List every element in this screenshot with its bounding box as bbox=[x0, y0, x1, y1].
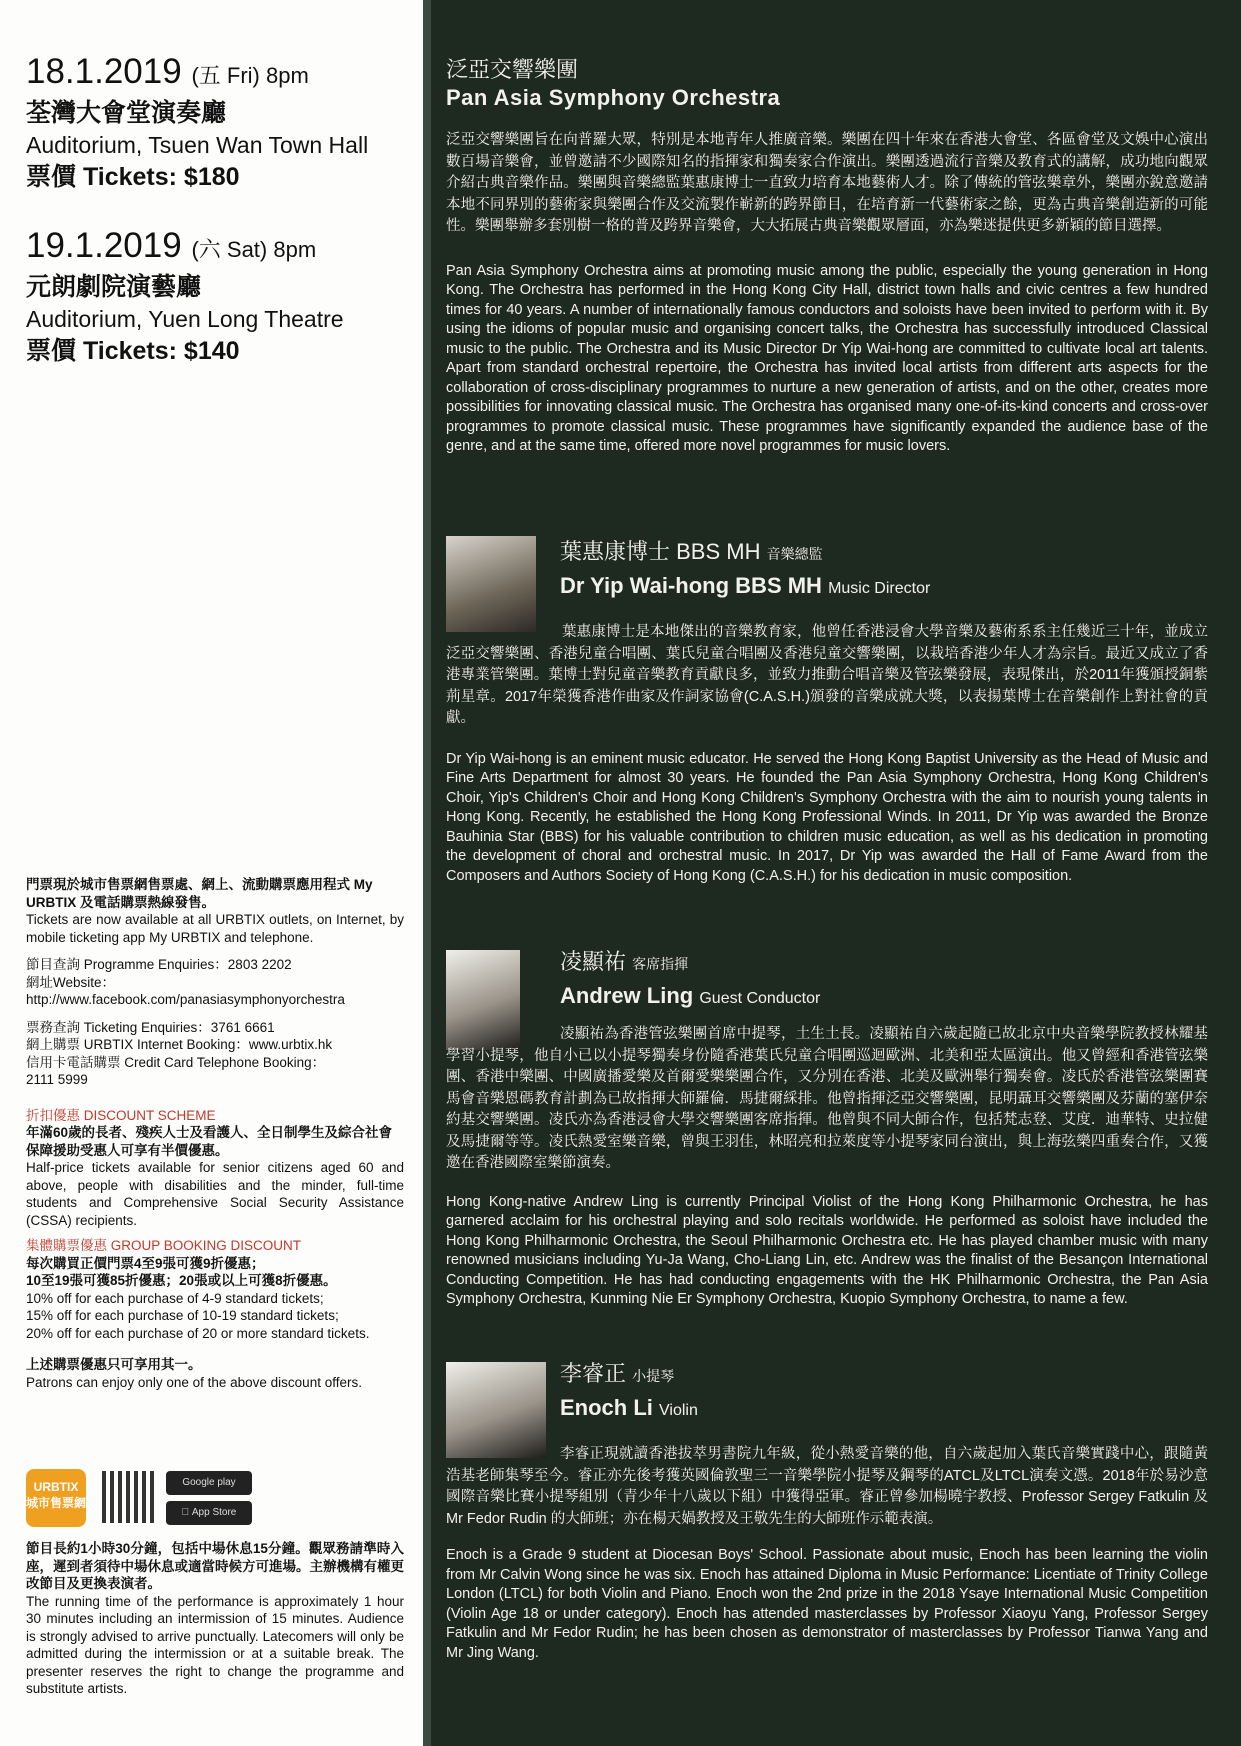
orchestra-section bbox=[446, 56, 1208, 457]
orchestra-bio-en: Pan Asia Symphony Orchestra aims at promoting music among the public, especially the young generation in Hong Kong. The Orchestra has performed in the Hong Kong City Hall, district town halls and civic centres a few hundred times for 40 years. A number of internationally famous conductors and soloists have been invited to perform with it. By using the idioms of popular music and organising concert talks, the Orchestra has successfully introduced Classical music to the public. The Orchestra and its Music Director Dr Yip Wai-hong are committed to cultivate local art talents. Apart from standard orchestral repertoire, the Orchestra has invited local artists from different arts aspects for the collaboration of cross-disciplinary programmes to nurture a new generation of artists, and on the other, creates more possibilities for innovating classical music. The Orchestra has organised many one-of-its-kind concerts and cross-over programmes to promote classical music. These programmes have significantly expanded the audience base of the genre, and at the same time, offered more novel programmes for music lovers. bbox=[446, 262, 1208, 454]
yip-name-en: Dr Yip Wai-hong BBS MH bbox=[560, 573, 822, 598]
column-divider bbox=[423, 0, 431, 1746]
venue-en: Auditorium, Tsuen Wan Town Hall bbox=[26, 132, 369, 158]
yip-bio-zh: 葉惠康博士是本地傑出的音樂教育家，他曾任香港浸會大學音樂及藝術系系主任幾近三十年，並成立泛亞交響樂團、香港兒童合唱團、葉氏兒童合唱團及香港兒童交響樂團，以栽培香港少年人才為宗旨。最近又成立了香港專業管樂團。葉博士對兒童音樂教育貢獻良多，並致力推動合唱音樂及管弦樂發展，表現傑出，於2011年獲頒授銅紫荊星章。2017年榮獲香港作曲家及作詞家協會(C.A.S.H.)頒發的音樂成就大獎，以表揚葉博士在音樂創作上對社會的貢獻。 bbox=[446, 624, 1208, 726]
group-en-1: 10% off for each purchase of 4-9 standard tickets; bbox=[26, 1290, 324, 1306]
performance-notice bbox=[26, 1540, 404, 1698]
patrons-zh: 上述購票優惠只可享用其一。 bbox=[26, 1357, 202, 1372]
credit-card-booking: 信用卡電話購票 Credit Card Telephone Booking： bbox=[26, 1054, 326, 1070]
li-bio-zh: 李睿正現就讀香港拔萃男書院九年級，從小熱愛音樂的他，自六歲起加入葉氏音樂實踐中心，跟隨黃浩基老師集琴至今。睿正亦先後考獲英國倫敦聖三一音樂學院小提琴及鋼琴的ATCL及LTCL演奏文憑。2018年於易沙意國際音樂比賽小提琴組別（青少年十八歲以下組）中獲得亞軍。睿正曾參加楊曉宇教授、Professor Sergey Fatkulin 及Mr Fedor Rudin 的大師班；亦在楊天媧教授及王敬先生的大師班作示範表演。 bbox=[446, 1446, 1208, 1527]
ling-name-zh: 凌顯祐 bbox=[560, 949, 627, 974]
app-store-label: App Store bbox=[186, 1507, 232, 1518]
orchestra-name-zh: 泛亞交響樂團 bbox=[446, 57, 579, 82]
ling-name-en: Andrew Ling bbox=[560, 983, 694, 1008]
venue-zh: 荃灣大會堂演奏廳 bbox=[26, 99, 227, 127]
discount-zh: 年滿60歲的長者、殘疾人士及看護人、全日制學生及綜合社會保障援助受惠人可享有半價優惠。 bbox=[26, 1125, 393, 1158]
weekday-text: (六 Sat) 8pm bbox=[191, 237, 317, 262]
urbtix-logo[interactable] bbox=[26, 1469, 86, 1527]
group-zh-1: 每次購買正價門票4至9張可獲9折優惠； bbox=[26, 1255, 265, 1271]
google-play-badge[interactable] bbox=[166, 1471, 252, 1495]
li-name-zh: 李睿正 bbox=[560, 1361, 627, 1386]
yip-bio bbox=[446, 622, 1208, 886]
website-link[interactable]: http://www.facebook.com/panasiasymphonyorchestra bbox=[26, 992, 345, 1007]
orchestra-bio-zh: 泛亞交響樂團旨在向普羅大眾，特別是本地青年人推廣音樂。樂團在四十年來在香港大會堂、各區會堂及文娛中心演出數百場音樂會，並曾邀請不少國際知名的指揮家和獨奏家合作演出。樂團透過流行音樂及教育式的講解，成功地向觀眾介紹古典音樂作品。樂團與音樂總監葉惠康博士一直致力培育本地藝術人才。除了傳統的管弦樂章外，樂團亦銳意邀請本地不同界別的藝術家與樂團合作及交流製作嶄新的跨界節目，在培育新一代藝術家之餘，更為古典音樂創造新的可能性。樂團舉辦多套別樹一格的普及跨界音樂會，大大拓展古典音樂觀眾層面，亦為樂迷提供更多新穎的節目選擇。 bbox=[446, 132, 1208, 234]
ling-bio-zh: 凌顯祐為香港管弦樂團首席中提琴，土生土長。凌顯祐自六歲起隨已故北京中央音樂學院教授林耀基學習小提琴，他自小已以小提琴獨奏身份隨香港葉氏兒童合唱團巡迴歐洲、北美和亞太區演出。他又曾經和香港管弦樂團、香港中樂團、中國廣播愛樂及首爾愛樂樂團合作，又分別在香港、北美及歐洲舉行獨奏會。凌氏於香港管弦樂團賽馬會音樂恩碼教育計劃為已故指揮大師羅倫．馬捷爾綵排。他曾指揮泛亞交響樂團，昆明聶耳交響樂團及芬蘭的塞伊奈約基交響樂團。凌氏亦為香港浸會大學交響樂團客席指揮。他曾與不同大師合作，包括梵志登、艾度．迪華特、史拉健及馬捷爾等等。凌氏熱愛室樂音樂，曾與王羽佳，林昭亮和拉萊度等小提琴家同台演出，與上海弦樂四重奏合作，又獲邀在香港國際室樂節演奏。 bbox=[446, 1026, 1208, 1171]
li-heading bbox=[560, 1360, 1200, 1425]
event-tsuen-wan bbox=[26, 52, 416, 194]
event-yuen-long bbox=[26, 226, 416, 368]
ling-heading bbox=[560, 948, 1200, 1013]
ticket-info bbox=[26, 876, 404, 1391]
group-en-2: 15% off for each purchase of 10-19 standard tickets; bbox=[26, 1308, 339, 1323]
ticket-price: 票價 Tickets: $140 bbox=[26, 337, 240, 365]
ling-role-en: Guest Conductor bbox=[699, 990, 821, 1007]
yip-bio-en: Dr Yip Wai-hong is an eminent music educator. He served the Hong Kong Baptist University as the Head of Music and Fine Arts Department for almost 30 years. He founded the Pan Asia Symphony Orchestra, Hong Kong Children's Choir, Yip's Children's Choir and Hong Kong Children's Symphony Orchestra with the aim to nourish young talents in Hong Kong. Recently, he established the Hong Kong Professional Winds. In 2011, Dr Yip was awarded the Bronze Bauhinia Star (BBS) for his valuable contribution to children music education, as well as his dedication in promoting the development of choral and orchestral music. In 2017, Dr Yip was awarded the Hall of Fame Award from the Composers and Authors Society of Hong Kong (C.A.S.H.) for his dedication in music composition. bbox=[446, 750, 1208, 884]
discount-title: 折扣優惠 DISCOUNT SCHEME bbox=[26, 1107, 216, 1123]
website-label: 網址Website： bbox=[26, 974, 116, 990]
notice-en: The running time of the performance is approximately 1 hour 30 minutes including an intermission of 15 minutes. Audience is strongly advised to arrive punctually. Latecomers will only be admitted during the intermission or at a suitable break. The presenter reserves the right to change the programme and substitute artists. bbox=[26, 1593, 404, 1696]
group-zh-2: 10至19張可獲85折優惠；20張或以上可獲8折優惠。 bbox=[26, 1273, 337, 1288]
group-title: 集體購票優惠 GROUP BOOKING DISCOUNT bbox=[26, 1238, 302, 1253]
yip-name-zh: 葉惠康博士 BBS MH bbox=[560, 539, 761, 564]
yip-role-zh: 音樂總監 bbox=[766, 546, 823, 562]
date-text: 19.1.2019 bbox=[26, 226, 182, 265]
patrons-en: Patrons can enjoy only one of the above discount offers. bbox=[26, 1374, 362, 1390]
ling-role-zh: 客席指揮 bbox=[632, 956, 689, 972]
left-column bbox=[0, 0, 423, 1746]
date-text: 18.1.2019 bbox=[26, 52, 182, 91]
li-name-en: Enoch Li bbox=[560, 1395, 653, 1420]
event-date bbox=[26, 226, 416, 270]
event-date bbox=[26, 52, 416, 96]
venue-zh: 元朗劇院演藝廳 bbox=[26, 273, 202, 301]
apple-icon bbox=[182, 1507, 190, 1518]
yip-role-en: Music Director bbox=[828, 580, 931, 597]
ticket-price: 票價 Tickets: $180 bbox=[26, 163, 240, 191]
google-play-label: Google play bbox=[182, 1477, 236, 1488]
ling-bio-en: Hong Kong-native Andrew Ling is currently Principal Violist of the Hong Kong Philharmonic Orchestra, he has garnered acclaim for his orchestral playing and solo recitals worldwide. He performed as soloist have included the Hong Kong Philharmonic Orchestra, the Seoul Philharmonic Orchestra etc. He has played chamber music with many renowned musicians including Yu-Ja Wang, Cho-Liang Lin, etc. Andrew was the finalist of the Besançon International Conducting Competition. He has had conducting engagements with the HK Philharmonic Orchestra, the Pan Asia Symphony Orchestra, Kunming Nie Er Symphony Orchestra, Kuopio Symphony Orchestra, to name a few. bbox=[446, 1193, 1208, 1307]
ling-bio bbox=[446, 1024, 1208, 1310]
programme-enquiries: 節目查詢 Programme Enquiries：2803 2202 bbox=[26, 957, 292, 972]
yip-heading bbox=[560, 538, 1200, 603]
app-store-badge[interactable] bbox=[166, 1501, 252, 1525]
li-role-zh: 小提琴 bbox=[632, 1368, 675, 1384]
venue-en: Auditorium, Yuen Long Theatre bbox=[26, 306, 344, 332]
tickets-en: Tickets are now available at all URBTIX outlets, on Internet, by mobile ticketing app My URBTIX and telephone. bbox=[26, 912, 404, 945]
li-bio-en: Enoch is a Grade 9 student at Diocesan Boys' School. Passionate about music, Enoch has been learning the violin from Mr Calvin Wong since he was six. Enoch has attained Diploma in Music Performance: Licentiate of Trinity College London (LTCL) for both Violin and Piano. Enoch won the 2nd prize in the 2018 Ysaye International Music Competition (Violin Age 18 or under category). Enoch has attended masterclasses by Professor Xiaoyu Yang, Professor Sergey Fatkulin and Mr Fedor Rudin; he has been chosen as demonstrator of masterclasses by Professor Tianwa Yang and Mr Jing Wang. bbox=[446, 1547, 1208, 1661]
ticketing-enquiries: 票務查詢 Ticketing Enquiries：3761 6661 bbox=[26, 1019, 275, 1035]
tickets-zh: 門票現於城市售票網售票處、網上、流動購票應用程式 My URBTIX 及電話購票熱線發售。 bbox=[26, 877, 373, 910]
orchestra-name-en: Pan Asia Symphony Orchestra bbox=[446, 85, 781, 110]
app-badges bbox=[26, 1469, 406, 1527]
discount-en: Half-price tickets available for senior citizens aged 60 and above, people with disabilities and the minder, full-time students and Comprehensive Social Security Assistance (CSSA) recipients. bbox=[26, 1160, 404, 1228]
credit-card-number: 2111 5999 bbox=[26, 1072, 88, 1087]
li-bio bbox=[446, 1444, 1208, 1663]
urbtix-logo-en: URBTIX bbox=[33, 1480, 79, 1494]
qr-code-icon[interactable] bbox=[102, 1471, 154, 1523]
weekday-text: (五 Fri) 8pm bbox=[191, 63, 309, 88]
li-role-en: Violin bbox=[659, 1402, 698, 1419]
group-en-3: 20% off for each purchase of 20 or more standard tickets. bbox=[26, 1325, 370, 1341]
internet-booking[interactable]: 網上購票 URBTIX Internet Booking：www.urbtix.hk bbox=[26, 1037, 333, 1052]
yip-portrait bbox=[446, 536, 536, 632]
notice-zh: 節目長約1小時30分鐘，包括中場休息15分鐘。觀眾務請準時入座，遲到者須待中場休息或適當時候方可進場。主辦機構有權更改節目及更換表演者。 bbox=[26, 1541, 404, 1591]
urbtix-logo-zh: 城市售票網 bbox=[26, 1496, 87, 1510]
